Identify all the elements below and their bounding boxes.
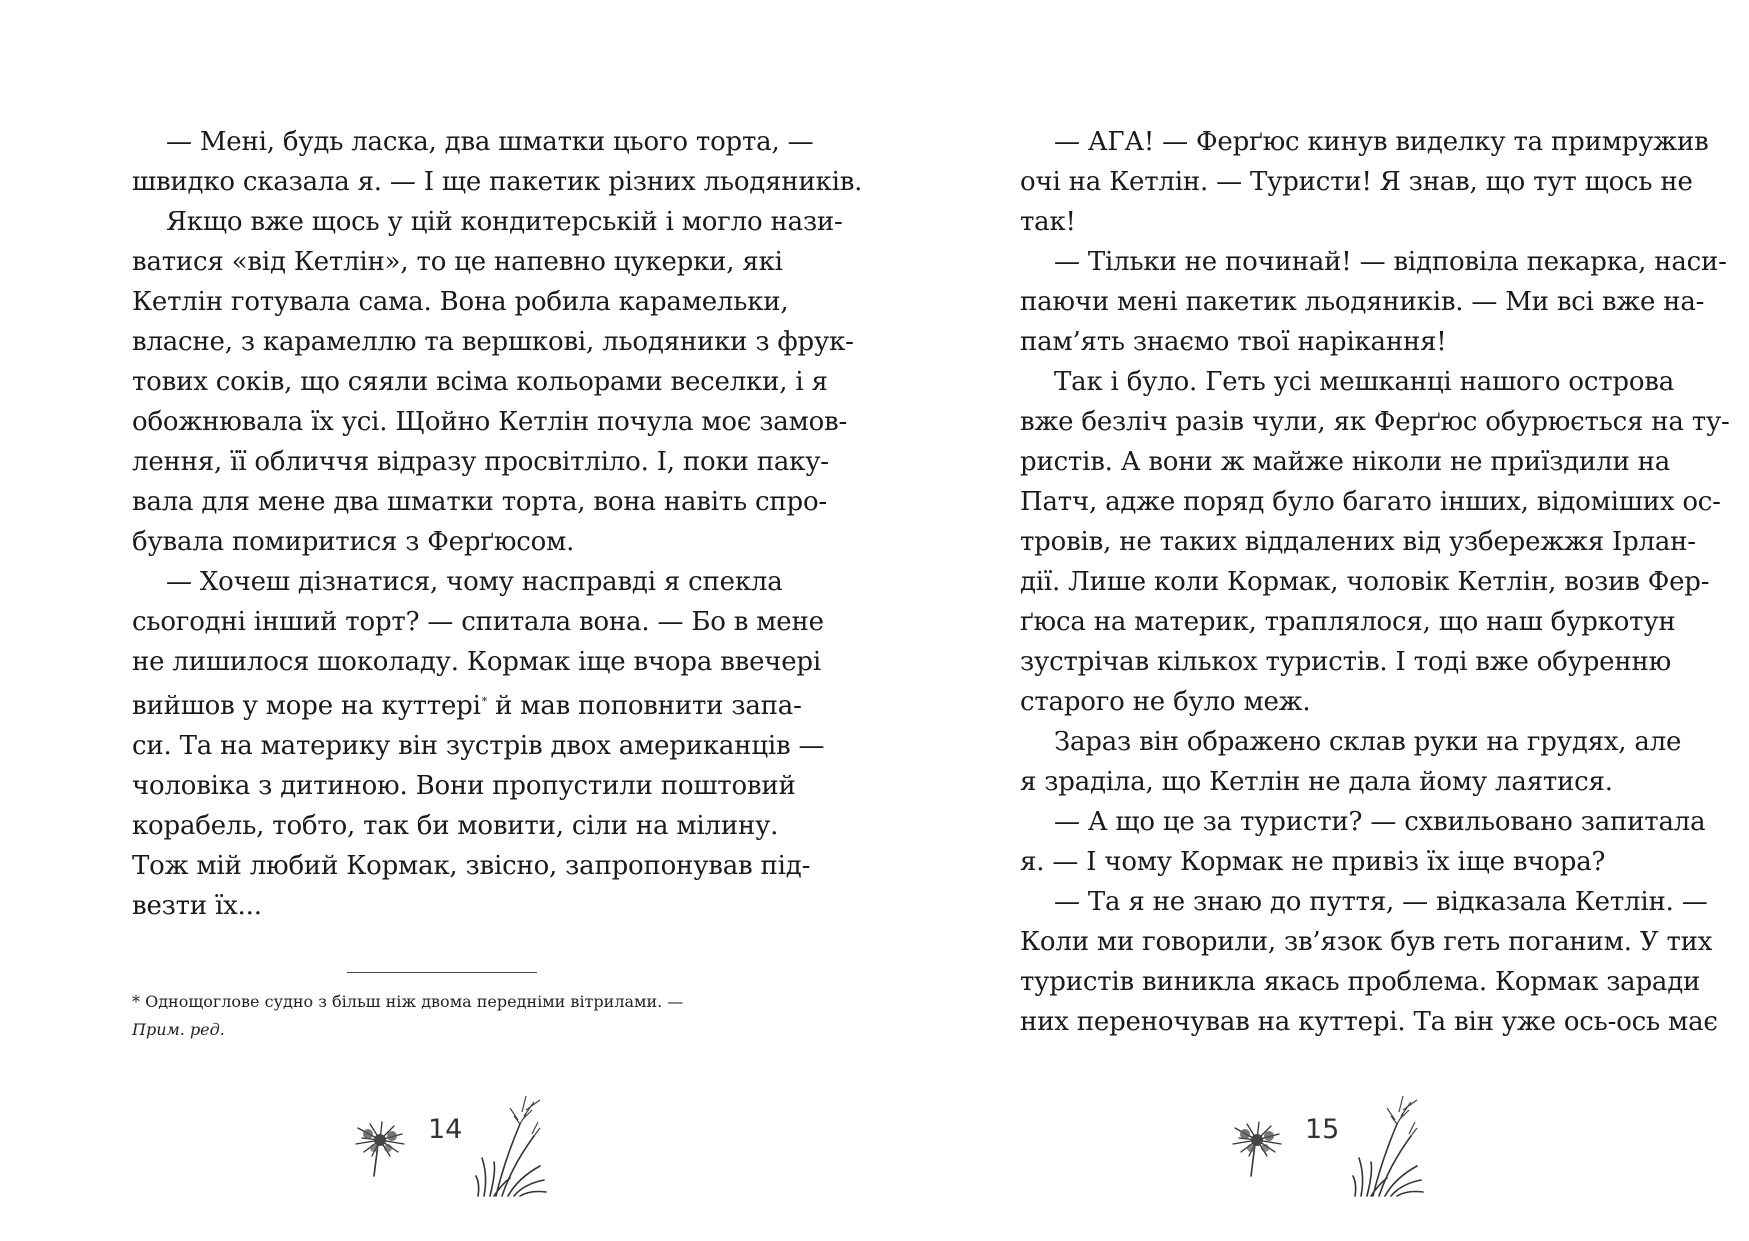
- text-line: Коли ми говорили, зв’язок був геть поганим. У тих: [1020, 927, 1713, 957]
- text-line: паючи мені пакетик льодяників. — Ми всі вже на-: [1020, 287, 1705, 317]
- left-page: [0, 0, 874, 1241]
- text-line: — Хочеш дізнатися, чому насправді я спекла: [166, 567, 783, 597]
- text-line: туристів виникла якась проблема. Кормак заради: [1020, 967, 1701, 997]
- text-line: вже безліч разів чули, як Ферґюс обурюється на ту-: [1020, 407, 1730, 437]
- paragraph: [1020, 882, 1718, 1042]
- text-line: пам’ять знаємо твої нарікання!: [1020, 327, 1447, 357]
- text-line: ватися «від Кетлін», то це напевно цукерки, які: [132, 247, 783, 277]
- text-line: я. — І чому Кормак не привіз їх іще вчора?: [1020, 847, 1606, 877]
- text-line: так!: [1020, 207, 1076, 237]
- text-line: Зараз він ображено склав руки на грудях, але: [1054, 727, 1682, 757]
- text-line: корабель, тобто, так би мовити, сіли на мілину.: [132, 811, 779, 841]
- text-line: — Тільки не починай! — відповіла пекарка, наси-: [1054, 247, 1727, 277]
- text-line: ґюса на материк, траплялося, що наш буркотун: [1020, 607, 1676, 637]
- text-line: си. Та на материку він зустрів двох американців —: [132, 731, 825, 761]
- text-line: швидко сказала я. — І ще пакетик різних льодяників.: [132, 167, 863, 197]
- right-page: [874, 0, 1749, 1241]
- text-line: [132, 682, 802, 726]
- left-body-text: [132, 122, 863, 926]
- text-line: не лишилося шоколаду. Кормак іще вчора ввечері: [132, 647, 821, 677]
- text-line: — АГА! — Ферґюс кинув виделку та примружив: [1054, 127, 1709, 157]
- text-line: бувала помиритися з Ферґюсом.: [132, 527, 575, 557]
- text-line: я зраділа, що Кетлін не дала йому лаятися.: [1020, 767, 1613, 797]
- footnote-text: * Однощоглове судно з більш ніж двома передніми вітрилами. —: [132, 992, 684, 1011]
- text-line: Патч, адже поряд було багато інших, відоміших ос-: [1020, 487, 1721, 517]
- page-footer: [1227, 1092, 1427, 1202]
- footnote: [132, 988, 752, 1044]
- text-line: власне, з карамеллю та вершкові, льодяники з фрук-: [132, 327, 854, 357]
- text-line: Тож мій любий Кормак, звісно, запропонував під-: [132, 851, 811, 881]
- text-line: очі на Кетлін. — Туристи! Я знав, що тут щось не: [1020, 167, 1693, 197]
- paragraph: [1020, 722, 1682, 802]
- text-line: обожнювала їх усі. Щойно Кетлін почула моє замов-: [132, 407, 848, 437]
- text-line: старого не було меж.: [1020, 687, 1311, 717]
- grass-icon: [474, 1092, 550, 1198]
- text-line: зустрічав кількох туристів. І тоді вже обуренню: [1020, 647, 1672, 677]
- paragraph: [132, 122, 863, 202]
- right-body-text: [1020, 122, 1730, 1042]
- page-number: 14: [428, 1114, 463, 1145]
- text-line: сьогодні інший торт? — спитала вона. — Бо в мене: [132, 607, 824, 637]
- grass-icon: [1351, 1092, 1427, 1198]
- text-line: — Мені, будь ласка, два шматки цього торта, —: [166, 127, 814, 157]
- paragraph: [132, 562, 825, 926]
- text-line: Кетлін готувала сама. Вона робила карамельки,: [132, 287, 789, 317]
- text-line: — Та я не знаю до пуття, — відказала Кетлін. —: [1054, 887, 1708, 917]
- footnote-divider: [347, 972, 537, 973]
- text-line: лення, її обличчя відразу просвітліло. І, поки паку-: [132, 447, 829, 477]
- paragraph: [1020, 242, 1727, 362]
- text-line: Якщо вже щось у цій кондитерській і могло нази-: [166, 207, 843, 237]
- dandelion-icon: [350, 1118, 410, 1178]
- text-fragment: вийшов у море на куттері: [132, 691, 481, 721]
- paragraph: [1020, 122, 1709, 242]
- footnote-note: Прим. ред.: [132, 1020, 225, 1039]
- text-line: чоловіка з дитиною. Вони пропустили поштовий: [132, 771, 796, 801]
- text-line: везти їх...: [132, 891, 262, 921]
- paragraph: [132, 202, 854, 562]
- text-line: тровів, не таких віддалених від узбережжя Ірлан-: [1020, 527, 1696, 557]
- text-line: — А що це за туристи? — схвильовано запитала: [1054, 807, 1706, 837]
- text-line: них переночував на куттері. Та він уже ось-ось має: [1020, 1007, 1718, 1037]
- page-footer: [350, 1092, 550, 1202]
- paragraph: [1020, 802, 1706, 882]
- paragraph: [1020, 362, 1730, 722]
- dandelion-icon: [1227, 1118, 1287, 1178]
- text-line: тових соків, що сяяли всіма кольорами веселки, і я: [132, 367, 828, 397]
- page-number: 15: [1305, 1114, 1340, 1145]
- text-line: Так і було. Геть усі мешканці нашого острова: [1054, 367, 1675, 397]
- footnote-marker: *: [481, 695, 488, 708]
- text-line: вала для мене два шматки торта, вона навіть спро-: [132, 487, 827, 517]
- text-fragment: й мав поповнити запа-: [495, 691, 802, 721]
- text-line: ристів. А вони ж майже ніколи не приїздили на: [1020, 447, 1671, 477]
- text-line: дії. Лише коли Кормак, чоловік Кетлін, возив Фер-: [1020, 567, 1710, 597]
